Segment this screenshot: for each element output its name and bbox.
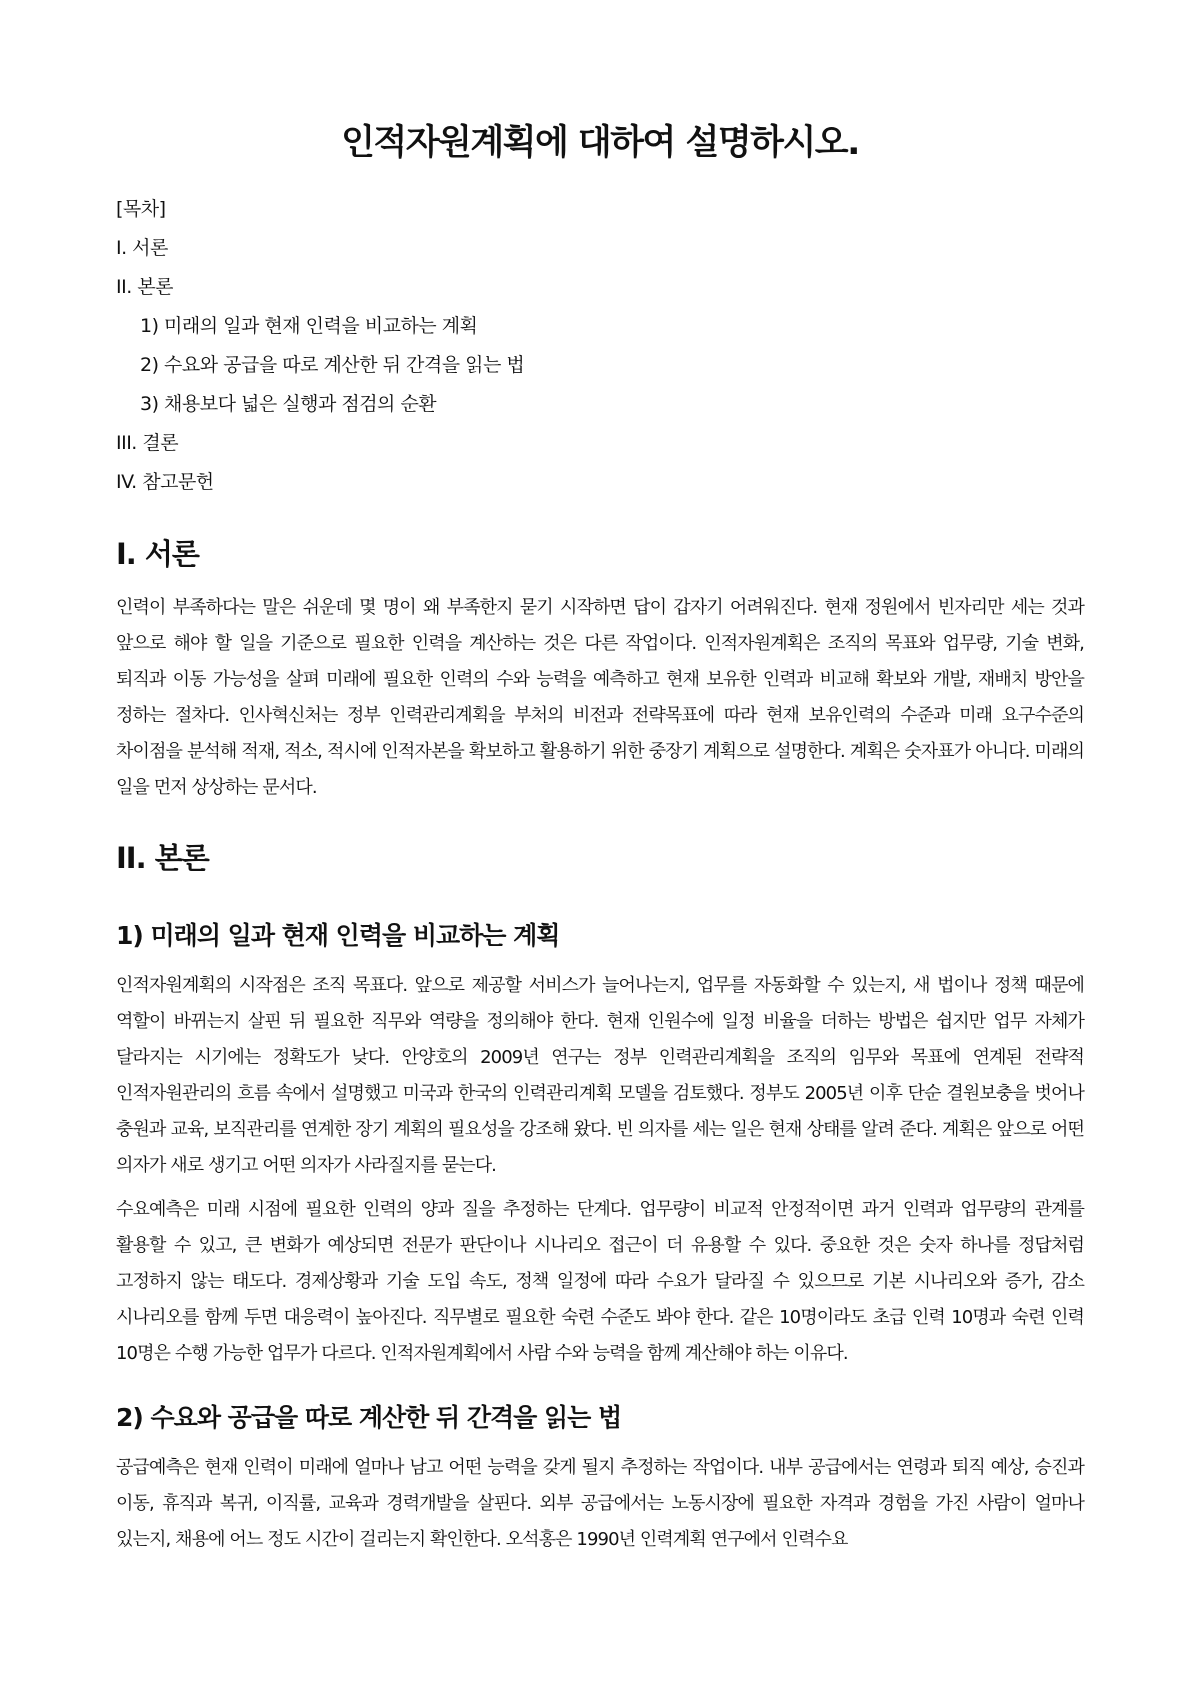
toc-item-references: IV. 참고문헌 bbox=[116, 471, 214, 493]
toc-item-body-3: 3) 채용보다 넓은 실행과 점검의 순환 bbox=[140, 393, 437, 415]
subsection-1-paragraph-2: 수요예측은 미래 시점에 필요한 인력의 양과 질을 추정하는 단계다. 업무량이 비교적 안정적이면 과거 인력과 업무량의 관계를 활용할 수 있고, 큰 변화가 예상되면 전문가 판단이나 시나리오 접근이 더 유용할 수 있다. 중요한 것은 숫자 하나를 정답처럼 고정하지 않는 태도다. 경제상황과 기술 도입 속도, 정책 일정에 따라 수요가 달라질 수 있으므로 기본 시나리오와 증가, 감소 시나리오를 함께 두면 대응력이 높아진다. 직무별로 필요한 숙련 수준도 봐야 한다. 같은 10명이라도 초급 인력 10명과 숙련 인력 10명은 수행 가능한 업무가 다르다. 인적자원계획에서 사람 수와 능력을 함께 계산해야 하는 이유다. bbox=[116, 1199, 1084, 1364]
toc-item-conclusion: III. 결론 bbox=[116, 432, 179, 454]
toc-item-intro: I. 서론 bbox=[116, 237, 168, 259]
subsection-heading-2: 2) 수요와 공급을 따로 계산한 뒤 간격을 읽는 법 bbox=[116, 1403, 622, 1432]
table-of-contents bbox=[116, 190, 1084, 502]
toc-item-body-2: 2) 수요와 공급을 따로 계산한 뒤 간격을 읽는 법 bbox=[140, 354, 525, 376]
subsection-2-paragraph-1: 공급예측은 현재 인력이 미래에 얼마나 남고 어떤 능력을 갖게 될지 추정하는 작업이다. 내부 공급에서는 연령과 퇴직 예상, 승진과 이동, 휴직과 복귀, 이직률, 교육과 경력개발을 살핀다. 외부 공급에서는 노동시장에 필요한 자격과 경험을 가진 사람이 얼마나 있는지, 채용에 어느 정도 시간이 걸리는지 확인한다. 오석홍은 1990년 인력계획 연구에서 인력수요 bbox=[116, 1457, 1084, 1550]
toc-item-body: II. 본론 bbox=[116, 276, 173, 298]
intro-paragraph: 인력이 부족하다는 말은 쉬운데 몇 명이 왜 부족한지 묻기 시작하면 답이 갑자기 어려워진다. 현재 정원에서 빈자리만 세는 것과 앞으로 해야 할 일을 기준으로 필요한 인력을 계산하는 것은 다른 작업이다. 인적자원계획은 조직의 목표와 업무량, 기술 변화, 퇴직과 이동 가능성을 살펴 미래에 필요한 인력의 수와 능력을 예측하고 현재 보유한 인력과 비교해 확보와 개발, 재배치 방안을 정하는 절차다. 인사혁신처는 정부 인력관리계획을 부처의 비전과 전략목표에 따라 현재 보유인력의 수준과 미래 요구수준의 차이점을 분석해 적재, 적소, 적시에 인적자본을 확보하고 활용하기 위한 중장기 계획으로 설명한다. 계획은 숫자표가 아니다. 미래의 일을 먼저 상상하는 문서다. bbox=[116, 597, 1084, 798]
subsection-1-paragraph-1: 인적자원계획의 시작점은 조직 목표다. 앞으로 제공할 서비스가 늘어나는지, 업무를 자동화할 수 있는지, 새 법이나 정책 때문에 역할이 바뀌는지 살핀 뒤 필요한 직무와 역량을 정의해야 한다. 현재 인원수에 일정 비율을 더하는 방법은 쉽지만 업무 자체가 달라지는 시기에는 정확도가 낮다. 안양호의 2009년 연구는 정부 인력관리계획을 조직의 임무와 목표에 연계된 전략적 인적자원관리의 흐름 속에서 설명했고 미국과 한국의 인력관리계획 모델을 검토했다. 정부도 2005년 이후 단순 결원보충을 벗어나 충원과 교육, 보직관리를 연계한 장기 계획의 필요성을 강조해 왔다. 빈 의자를 세는 일은 현재 상태를 알려 준다. 계획은 앞으로 어떤 의자가 새로 생기고 어떤 의자가 사라질지를 묻는다. bbox=[116, 975, 1084, 1176]
toc-item-body-1: 1) 미래의 일과 현재 인력을 비교하는 계획 bbox=[140, 315, 478, 337]
subsection-heading-1: 1) 미래의 일과 현재 인력을 비교하는 계획 bbox=[116, 921, 560, 950]
toc-heading: [목차] bbox=[116, 198, 166, 220]
section-heading-intro: I. 서론 bbox=[116, 537, 199, 571]
section-heading-body: II. 본론 bbox=[116, 841, 209, 875]
document-title: 인적자원계획에 대하여 설명하시오. bbox=[341, 123, 859, 163]
document-body bbox=[116, 532, 1084, 1558]
